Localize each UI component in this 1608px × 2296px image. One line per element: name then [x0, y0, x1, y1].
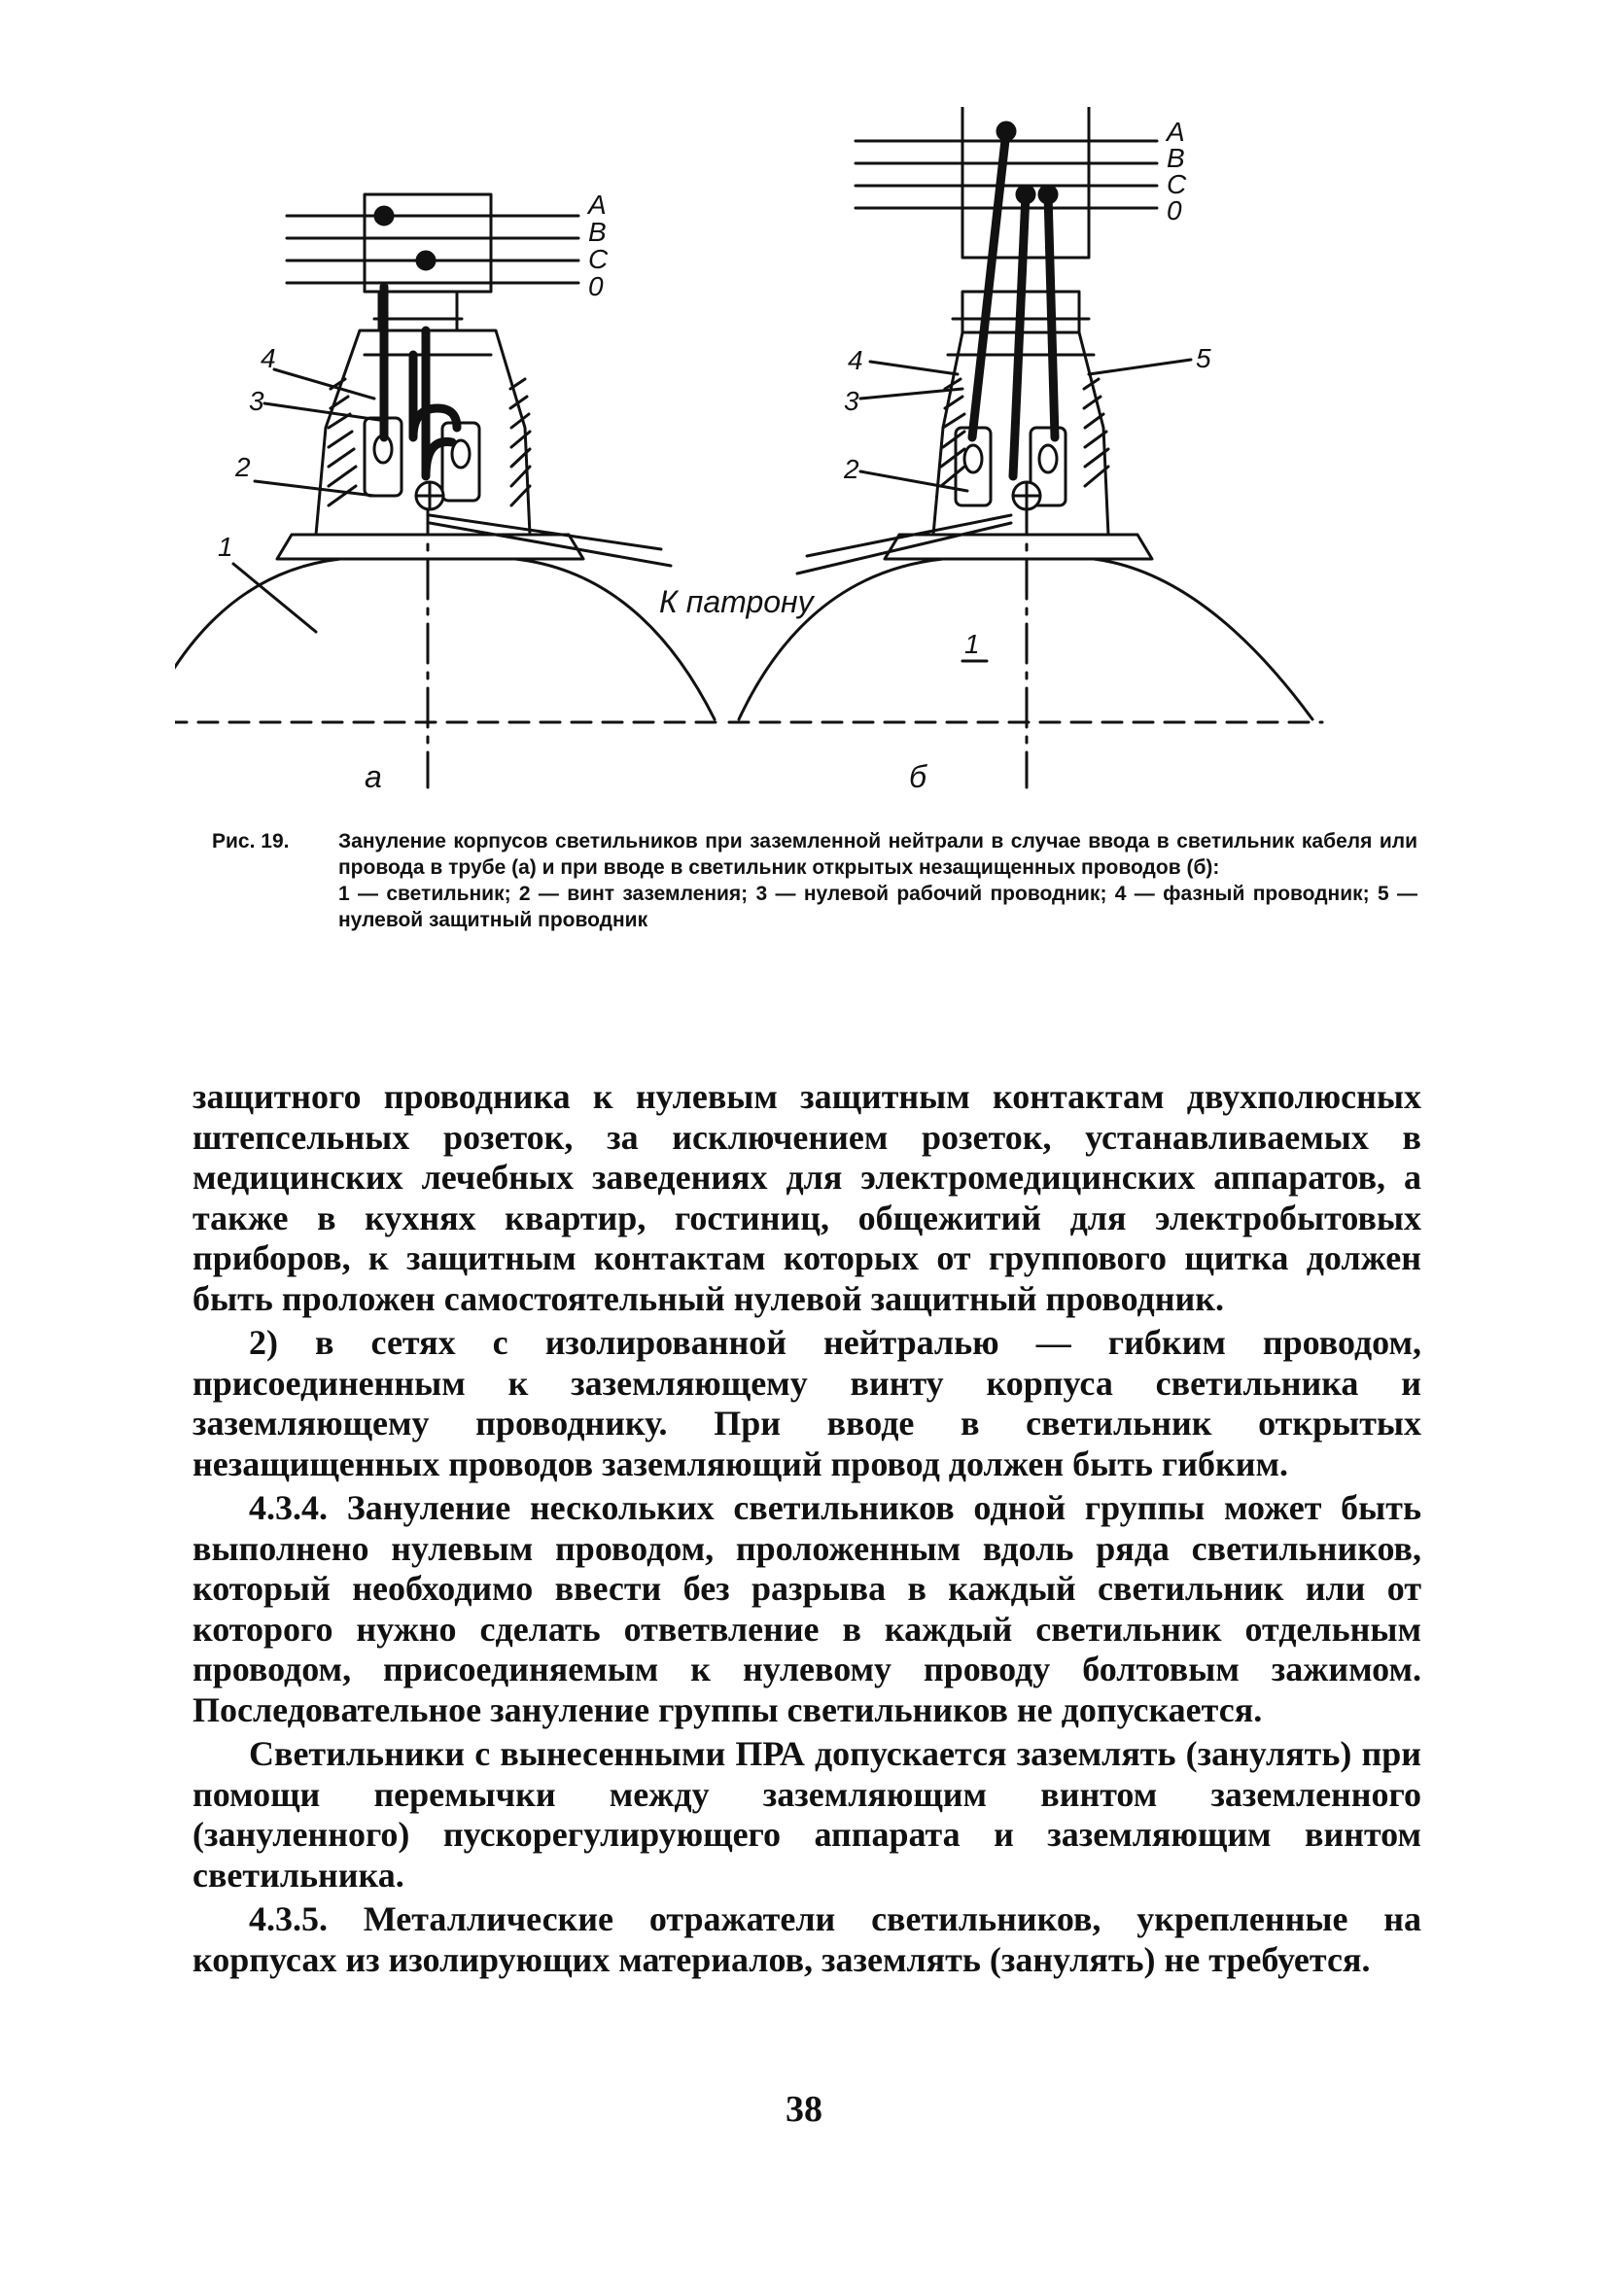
page-number: 38 — [786, 2089, 822, 2130]
callout-a-3: 3 — [249, 386, 264, 416]
paragraph-pra: Светильники с вынесенными ПРА допускается заземлять (занулять) при помощи перемычки между заземляющим винтом заземленного (зануленного) пускорегулирующего аппарата и заземляющим винтом светильника. — [192, 1734, 1421, 1895]
paragraph-4-3-5: 4.3.5. Металлические отражатели светильников, укрепленные на корпусах из изолирующих материалов, заземлять (занулять) не требуется. — [192, 1899, 1421, 1979]
lamp-b-number: 1 — [964, 629, 980, 659]
diagram-a — [175, 194, 719, 787]
callout-a-1: 1 — [218, 532, 233, 562]
caption-label: Рис. 19. — [212, 830, 290, 852]
phase-label-a-0: 0 — [588, 271, 604, 301]
callout-b-4: 4 — [848, 345, 863, 375]
phase-label-b-B: B — [1167, 143, 1185, 173]
phase-label-a-A: A — [588, 190, 607, 220]
callout-b-5: 5 — [1196, 343, 1211, 373]
figure-caption — [212, 828, 1417, 933]
caption-legend: 1 — светильник; 2 — винт заземления; 3 — нулевой рабочий проводник; 4 — фазный проводник; 5 — нулевой защитный проводник — [338, 883, 1417, 931]
phase-label-a-B: B — [588, 217, 607, 247]
caption-text: Зануление корпусов светильников при заземленной нейтрали в случае ввода в светильник кабеля или провода в трубе (а) и при вводе в светильник открытых незащищенных проводов (б): — [338, 830, 1417, 879]
callout-b-2: 2 — [844, 454, 859, 484]
paragraph-2: 2) в сетях с изолированной нейтралью — гибким проводом, присоединенным к заземляющему винту корпуса светильника и заземляющему проводнику. При вводе в светильник открытых незащищенных проводов заземляющий провод должен быть гибким. — [192, 1323, 1421, 1483]
callout-b-3: 3 — [844, 386, 859, 416]
luminaire-grounding-diagram — [175, 107, 1381, 826]
phase-label-b-A: A — [1167, 117, 1185, 147]
phase-label-a-C: C — [588, 244, 609, 274]
subfigure-b-label: б — [909, 759, 926, 794]
phase-label-b-C: C — [1167, 169, 1187, 199]
callout-a-2: 2 — [235, 452, 251, 482]
phase-label-b-0: 0 — [1167, 195, 1182, 226]
subfigure-a-label: а — [365, 759, 382, 794]
to-socket-label: К патрону — [659, 584, 814, 619]
body-text — [192, 1077, 1421, 1980]
paragraph-1: защитного проводника к нулевым защитным контактам двухполюсных штепсельных розеток, за исключением розеток, устанавливаемых в медицинских лечебных заведениях для электромедицинских аппаратов, а также в кухнях квартир, гостиниц, общежитий для электробытовых приборов, к защитным контактам которых от группового щитка должен быть проложен самостоятельный нулевой защитный проводник. — [192, 1077, 1421, 1318]
paragraph-4-3-4: 4.3.4. Зануление нескольких светильников одной группы может быть выполнено нулевым проводом, проложенным вдоль ряда светильников, который необходимо ввести без разрыва в каждый светильник или от которого нужно сделать ответвление в каждый светильник отдельным проводом, присоединяемым к нулевому проводу болтовым зажимом. Последовательное зануление группы светильников не допускается. — [192, 1488, 1421, 1729]
callout-a-4: 4 — [261, 343, 276, 373]
